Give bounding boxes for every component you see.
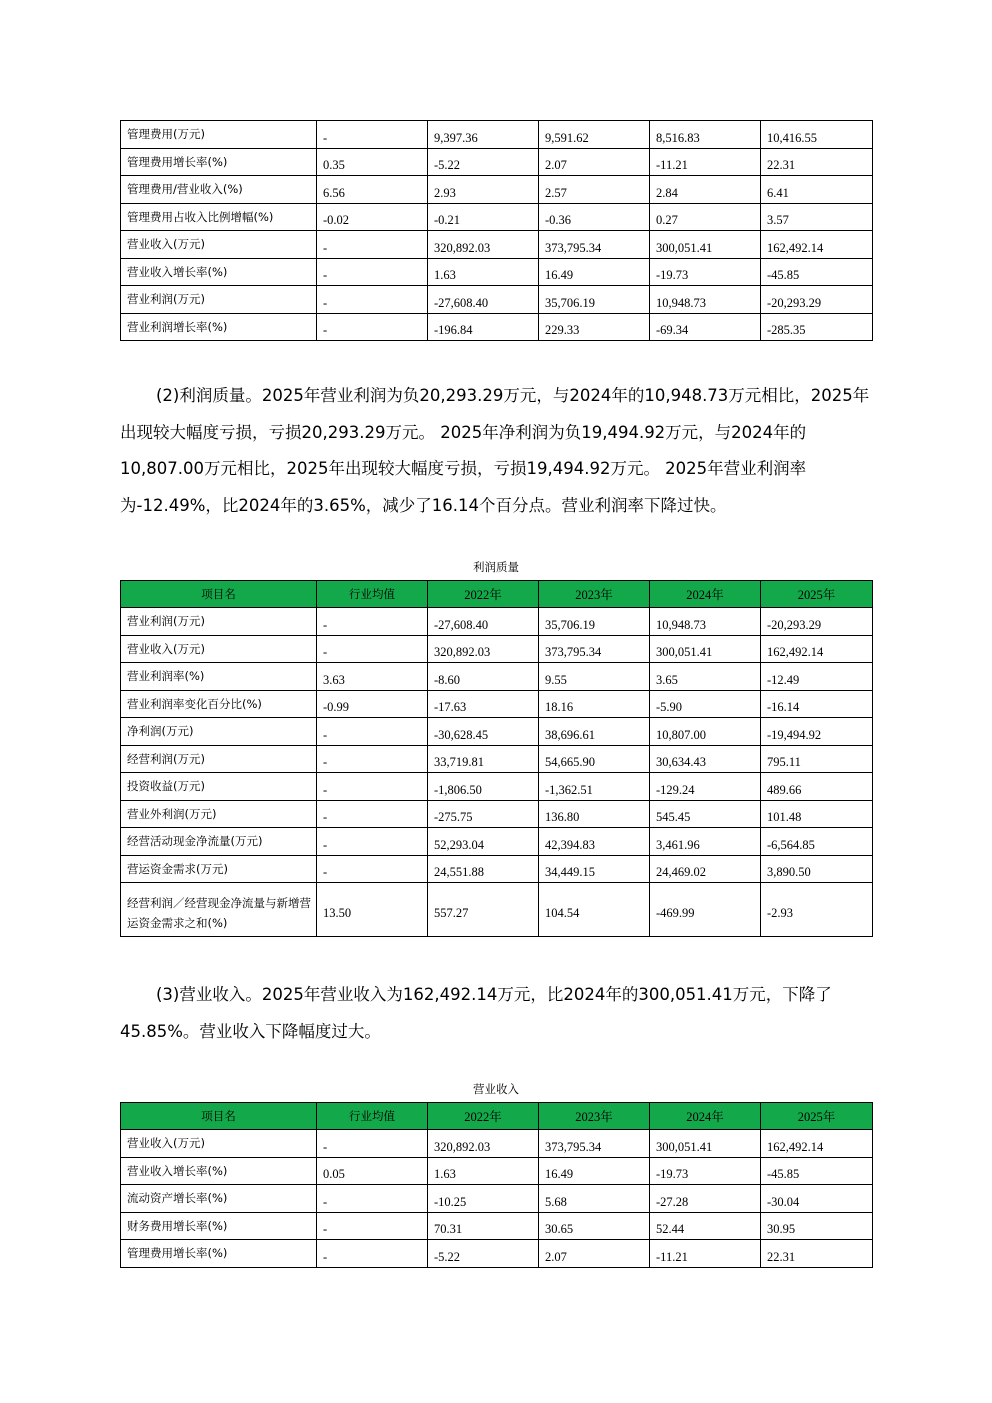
cell-value: 0.05 (317, 1157, 428, 1185)
table-row (121, 313, 873, 341)
row-label: 经营利润(万元) (121, 745, 317, 773)
table-row (121, 663, 873, 691)
row-label: 流动资产增长率(%) (121, 1185, 317, 1213)
table-row (121, 883, 873, 937)
table-row (121, 773, 873, 801)
column-header: 2024年 (650, 1103, 761, 1130)
cell-value: 52,293.04 (428, 828, 539, 856)
row-label: 营业收入增长率(%) (121, 258, 317, 286)
cell-value: -19.73 (650, 258, 761, 286)
cell-value: 13.50 (317, 883, 428, 937)
table-row (121, 1157, 873, 1185)
cell-value: - (317, 286, 428, 314)
row-label: 管理费用/营业收入(%) (121, 176, 317, 204)
cell-value: -8.60 (428, 663, 539, 691)
cell-value: 373,795.34 (539, 635, 650, 663)
row-label: 营业利润增长率(%) (121, 313, 317, 341)
cell-value: -45.85 (761, 258, 873, 286)
cell-value: 9,591.62 (539, 121, 650, 149)
cell-value: 2.07 (539, 1240, 650, 1268)
profit-quality-paragraph: (2)利润质量。2025年营业利润为负20,293.29万元，与2024年的10,948.73万元相比，2025年出现较大幅度亏损，亏损20,293.29万元。 2025年净利润为负19,494.92万元，与2024年的10,807.00万元相比，2025年出现较大幅度亏损，亏损19,494.92万元。 2025年营业利润率为-12.49%，比2024年的3.65%，减少了16.14个百分点。营业利润率下降过快。 (120, 386, 870, 515)
table-row (121, 121, 873, 149)
cell-value: -5.22 (428, 1240, 539, 1268)
cell-value: 320,892.03 (428, 231, 539, 259)
table-row (121, 1185, 873, 1213)
column-header: 2022年 (428, 581, 539, 608)
cell-value: 30,634.43 (650, 745, 761, 773)
row-label: 营业收入增长率(%) (121, 1157, 317, 1185)
cell-value: -19.73 (650, 1157, 761, 1185)
cell-value: - (317, 1185, 428, 1213)
cell-value: -5.22 (428, 148, 539, 176)
cell-value: - (317, 718, 428, 746)
table-row (121, 800, 873, 828)
cell-value: 229.33 (539, 313, 650, 341)
row-label: 管理费用增长率(%) (121, 148, 317, 176)
cell-value: -45.85 (761, 1157, 873, 1185)
row-label: 营业利润(万元) (121, 608, 317, 636)
cell-value: 33,719.81 (428, 745, 539, 773)
cell-value: 22.31 (761, 1240, 873, 1268)
table-row (121, 718, 873, 746)
cell-value: 557.27 (428, 883, 539, 937)
cell-value: 30.65 (539, 1212, 650, 1240)
cell-value: 3.57 (761, 203, 873, 231)
table-row (121, 231, 873, 259)
cell-value: 2.57 (539, 176, 650, 204)
row-label: 营运资金需求(万元) (121, 855, 317, 883)
revenue-caption: 营业收入 (473, 1082, 519, 1096)
cell-value: 1.63 (428, 258, 539, 286)
cell-value: 52.44 (650, 1212, 761, 1240)
cell-value: 3.65 (650, 663, 761, 691)
row-label: 营业收入(万元) (121, 1130, 317, 1158)
cell-value: 795.11 (761, 745, 873, 773)
cell-value: 104.54 (539, 883, 650, 937)
cell-value: -30.04 (761, 1185, 873, 1213)
table-row (121, 176, 873, 204)
row-label: 管理费用增长率(%) (121, 1240, 317, 1268)
cell-value: -27.28 (650, 1185, 761, 1213)
cell-value: -196.84 (428, 313, 539, 341)
cell-value: 373,795.34 (539, 1130, 650, 1158)
row-label: 投资收益(万元) (121, 773, 317, 801)
cell-value: -0.02 (317, 203, 428, 231)
table-row (121, 745, 873, 773)
table-row (121, 635, 873, 663)
cell-value: 5.68 (539, 1185, 650, 1213)
cell-value: - (317, 231, 428, 259)
table-row (121, 1212, 873, 1240)
cell-value: 30.95 (761, 1212, 873, 1240)
cell-value: -10.25 (428, 1185, 539, 1213)
cell-value: 35,706.19 (539, 286, 650, 314)
row-label: 财务费用增长率(%) (121, 1212, 317, 1240)
cell-value: 300,051.41 (650, 1130, 761, 1158)
cell-value: -469.99 (650, 883, 761, 937)
cell-value: 42,394.83 (539, 828, 650, 856)
cell-value: -11.21 (650, 1240, 761, 1268)
cell-value: 16.49 (539, 258, 650, 286)
row-label: 营业收入(万元) (121, 635, 317, 663)
table-row (121, 203, 873, 231)
column-header: 2025年 (761, 1103, 873, 1130)
cell-value: -5.90 (650, 690, 761, 718)
cell-value: 8,516.83 (650, 121, 761, 149)
row-label: 经营活动现金净流量(万元) (121, 828, 317, 856)
cell-value: -20,293.29 (761, 608, 873, 636)
cell-value: -27,608.40 (428, 608, 539, 636)
cell-value: -11.21 (650, 148, 761, 176)
column-header: 2024年 (650, 581, 761, 608)
row-label: 营业利润(万元) (121, 286, 317, 314)
cell-value: 2.84 (650, 176, 761, 204)
cell-value: 320,892.03 (428, 635, 539, 663)
cell-value: -6,564.85 (761, 828, 873, 856)
cell-value: -27,608.40 (428, 286, 539, 314)
cell-value: 22.31 (761, 148, 873, 176)
cell-value: 545.45 (650, 800, 761, 828)
table-row (121, 1240, 873, 1268)
cell-value: - (317, 745, 428, 773)
cell-value: 162,492.14 (761, 635, 873, 663)
column-header: 项目名 (121, 581, 317, 608)
cell-value: - (317, 1130, 428, 1158)
cell-value: -2.93 (761, 883, 873, 937)
cell-value: -17.63 (428, 690, 539, 718)
cell-value: 162,492.14 (761, 1130, 873, 1158)
column-header: 2022年 (428, 1103, 539, 1130)
cell-value: -69.34 (650, 313, 761, 341)
cell-value: -285.35 (761, 313, 873, 341)
cell-value: - (317, 258, 428, 286)
cell-value: 9.55 (539, 663, 650, 691)
row-label: 管理费用占收入比例增幅(%) (121, 203, 317, 231)
column-header: 行业均值 (317, 581, 428, 608)
cell-value: 300,051.41 (650, 231, 761, 259)
cell-value: 10,948.73 (650, 286, 761, 314)
cell-value: - (317, 635, 428, 663)
cell-value: 0.27 (650, 203, 761, 231)
cell-value: 54,665.90 (539, 745, 650, 773)
cell-value: 320,892.03 (428, 1130, 539, 1158)
cell-value: 35,706.19 (539, 608, 650, 636)
cell-value: -275.75 (428, 800, 539, 828)
cell-value: - (317, 313, 428, 341)
cell-value: - (317, 855, 428, 883)
column-header: 2025年 (761, 581, 873, 608)
cell-value: -1,362.51 (539, 773, 650, 801)
cell-value: 18.16 (539, 690, 650, 718)
table-row (121, 148, 873, 176)
cell-value: 162,492.14 (761, 231, 873, 259)
cell-value: -0.99 (317, 690, 428, 718)
revenue-paragraph: (3)营业收入。2025年营业收入为162,492.14万元，比2024年的300,051.41万元，下降了45.85%。营业收入下降幅度过大。 (120, 985, 832, 1041)
cell-value: 136.80 (539, 800, 650, 828)
row-label: 营业利润率(%) (121, 663, 317, 691)
cell-value: 300,051.41 (650, 635, 761, 663)
cell-value: -129.24 (650, 773, 761, 801)
cell-value: 6.41 (761, 176, 873, 204)
cell-value: 101.48 (761, 800, 873, 828)
cell-value: 24,469.02 (650, 855, 761, 883)
row-label: 营业收入(万元) (121, 231, 317, 259)
cell-value: 3.63 (317, 663, 428, 691)
cell-value: 2.93 (428, 176, 539, 204)
table-row (121, 286, 873, 314)
cell-value: 34,449.15 (539, 855, 650, 883)
cell-value: 10,416.55 (761, 121, 873, 149)
cell-value: - (317, 1240, 428, 1268)
profit-quality-table (120, 580, 873, 937)
cell-value: -19,494.92 (761, 718, 873, 746)
cell-value: 373,795.34 (539, 231, 650, 259)
row-label: 营业外利润(万元) (121, 800, 317, 828)
row-label: 净利润(万元) (121, 718, 317, 746)
cell-value: - (317, 800, 428, 828)
cell-value: 10,948.73 (650, 608, 761, 636)
cell-value: 1.63 (428, 1157, 539, 1185)
cell-value: 16.49 (539, 1157, 650, 1185)
column-header: 行业均值 (317, 1103, 428, 1130)
row-label: 经营利润／经营现金净流量与新增营运资金需求之和(%) (121, 883, 317, 937)
cell-value: -20,293.29 (761, 286, 873, 314)
row-label: 管理费用(万元) (121, 121, 317, 149)
cell-value: -30,628.45 (428, 718, 539, 746)
column-header: 2023年 (539, 1103, 650, 1130)
cell-value: -16.14 (761, 690, 873, 718)
cell-value: 6.56 (317, 176, 428, 204)
cell-value: -0.36 (539, 203, 650, 231)
profit-quality-caption: 利润质量 (473, 560, 519, 574)
table-row (121, 690, 873, 718)
cell-value: - (317, 608, 428, 636)
cell-value: 2.07 (539, 148, 650, 176)
cell-value: 3,890.50 (761, 855, 873, 883)
cell-value: 0.35 (317, 148, 428, 176)
cell-value: 9,397.36 (428, 121, 539, 149)
cell-value: 489.66 (761, 773, 873, 801)
table-row (121, 258, 873, 286)
cell-value: 38,696.61 (539, 718, 650, 746)
column-header: 2023年 (539, 581, 650, 608)
cell-value: 24,551.88 (428, 855, 539, 883)
cell-value: - (317, 121, 428, 149)
table-row (121, 855, 873, 883)
cell-value: 3,461.96 (650, 828, 761, 856)
admin-expense-table (120, 120, 873, 341)
row-label: 营业利润率变化百分比(%) (121, 690, 317, 718)
table-row (121, 608, 873, 636)
cell-value: 10,807.00 (650, 718, 761, 746)
cell-value: -0.21 (428, 203, 539, 231)
cell-value: -12.49 (761, 663, 873, 691)
table-row (121, 1130, 873, 1158)
cell-value: - (317, 828, 428, 856)
revenue-table (120, 1102, 873, 1268)
cell-value: - (317, 1212, 428, 1240)
cell-value: - (317, 773, 428, 801)
cell-value: -1,806.50 (428, 773, 539, 801)
column-header: 项目名 (121, 1103, 317, 1130)
table-row (121, 828, 873, 856)
cell-value: 70.31 (428, 1212, 539, 1240)
